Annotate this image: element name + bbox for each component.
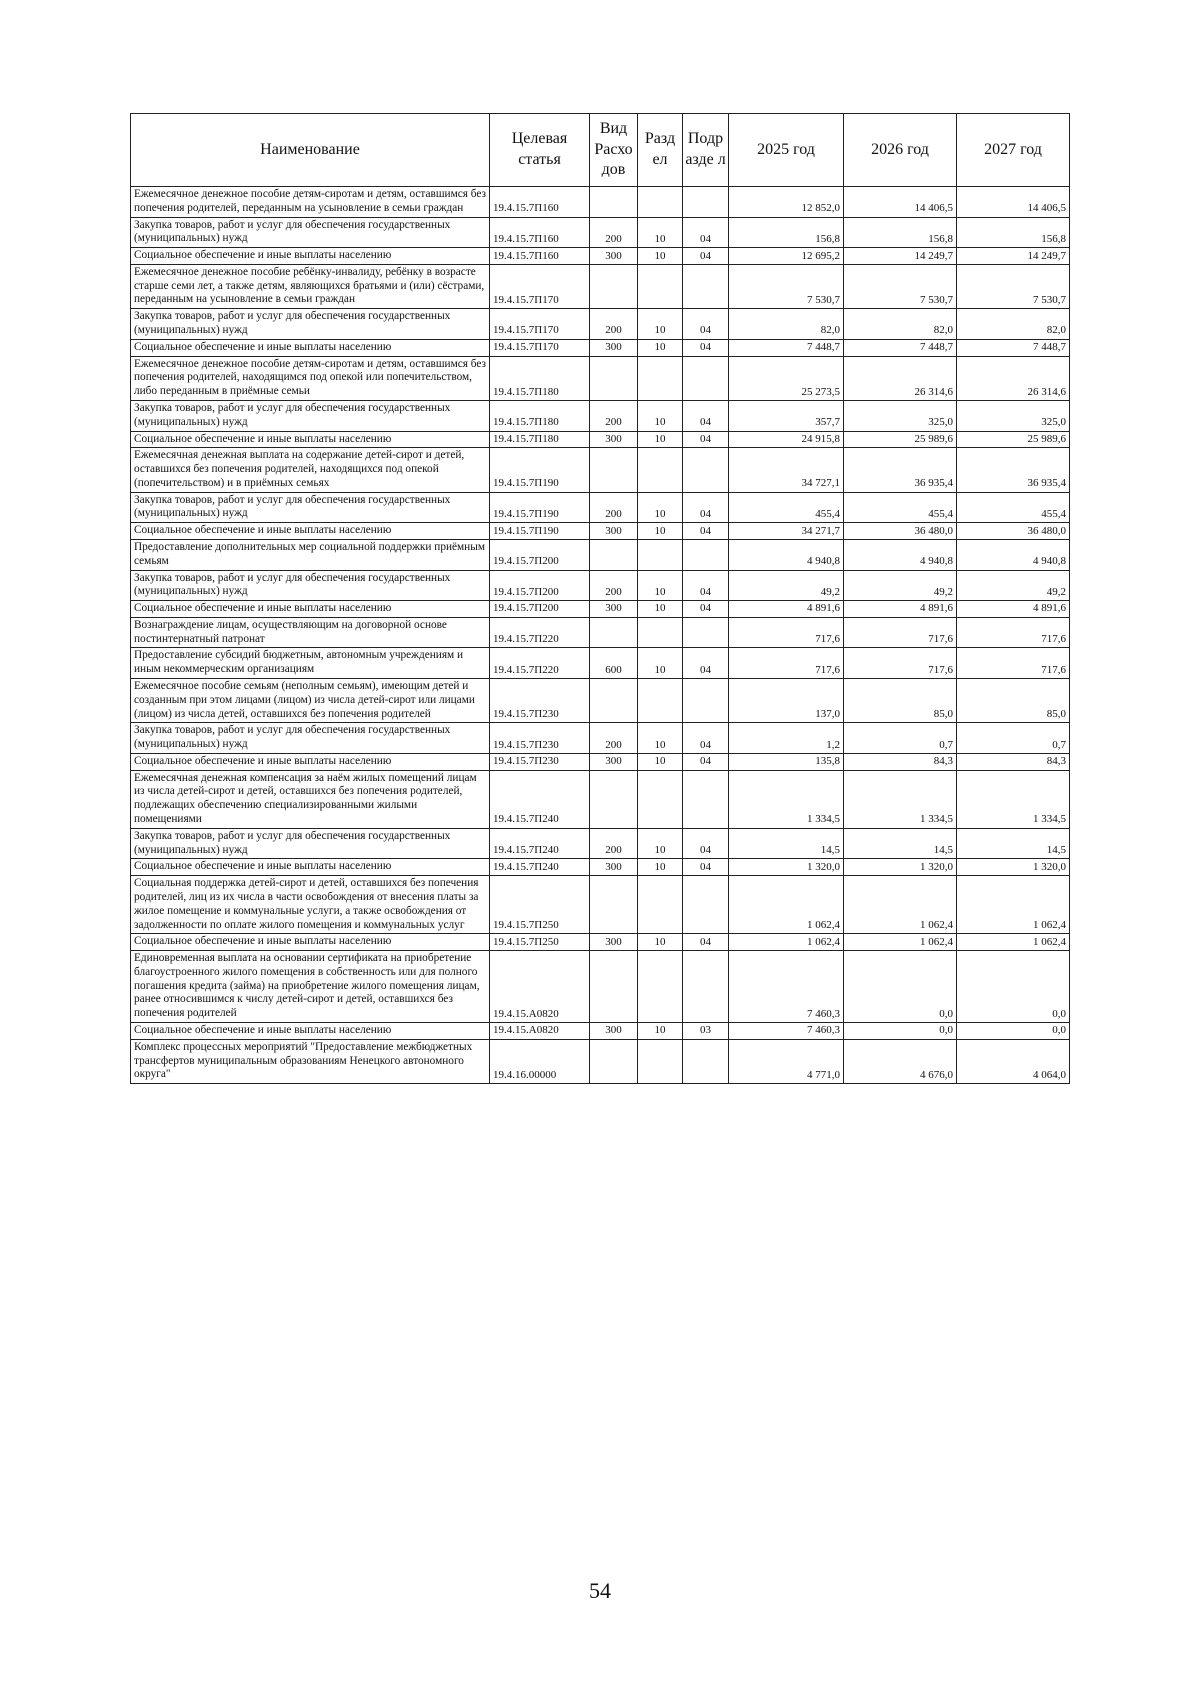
row-amount-2025: 12 695,2 (729, 248, 844, 265)
row-expense-type: 300 (590, 601, 638, 618)
row-amount-2025: 4 771,0 (729, 1039, 844, 1083)
row-expense-type: 300 (590, 753, 638, 770)
row-subsection (683, 187, 729, 218)
row-target-article: 19.4.15.7П160 (490, 217, 590, 248)
row-section (638, 356, 683, 400)
row-amount-2027: 85,0 (957, 679, 1070, 723)
row-target-article: 19.4.15.7П240 (490, 859, 590, 876)
row-expense-type: 300 (590, 523, 638, 540)
row-expense-type (590, 264, 638, 308)
row-amount-2027: 4 891,6 (957, 601, 1070, 618)
row-name: Социальное обеспечение и иные выплаты населению (131, 753, 490, 770)
row-target-article: 19.4.15.А0820 (490, 951, 590, 1023)
row-amount-2025: 14,5 (729, 828, 844, 859)
row-expense-type: 200 (590, 828, 638, 859)
row-target-article: 19.4.15.7П220 (490, 648, 590, 679)
row-expense-type: 300 (590, 248, 638, 265)
row-subsection (683, 539, 729, 570)
row-target-article: 19.4.15.7П180 (490, 431, 590, 448)
row-expense-type: 300 (590, 934, 638, 951)
table-row (131, 876, 1070, 934)
header-subsection: Подр азде л (683, 114, 729, 187)
row-amount-2026: 0,0 (844, 1022, 957, 1039)
row-subsection: 04 (683, 859, 729, 876)
row-expense-type: 200 (590, 570, 638, 601)
row-subsection (683, 951, 729, 1023)
table-row (131, 828, 1070, 859)
row-amount-2026: 325,0 (844, 400, 957, 431)
row-amount-2025: 1 062,4 (729, 876, 844, 934)
row-name: Закупка товаров, работ и услуг для обеспечения государственных (муниципальных) нужд (131, 217, 490, 248)
row-amount-2025: 135,8 (729, 753, 844, 770)
row-target-article: 19.4.15.7П230 (490, 753, 590, 770)
row-section: 10 (638, 492, 683, 523)
row-amount-2025: 7 460,3 (729, 951, 844, 1023)
row-amount-2026: 156,8 (844, 217, 957, 248)
row-section (638, 264, 683, 308)
row-name: Закупка товаров, работ и услуг для обеспечения государственных (муниципальных) нужд (131, 570, 490, 601)
row-target-article: 19.4.15.7П190 (490, 492, 590, 523)
row-amount-2026: 84,3 (844, 753, 957, 770)
header-article: Целевая статья (490, 114, 590, 187)
row-amount-2027: 14 249,7 (957, 248, 1070, 265)
row-amount-2026: 0,0 (844, 951, 957, 1023)
row-amount-2026: 26 314,6 (844, 356, 957, 400)
row-amount-2027: 49,2 (957, 570, 1070, 601)
row-expense-type (590, 617, 638, 648)
row-subsection: 04 (683, 648, 729, 679)
table-row (131, 523, 1070, 540)
row-section: 10 (638, 400, 683, 431)
row-expense-type (590, 770, 638, 828)
row-expense-type (590, 539, 638, 570)
row-section (638, 876, 683, 934)
row-name: Предоставление дополнительных мер социальной поддержки приёмным семьям (131, 539, 490, 570)
row-expense-type (590, 951, 638, 1023)
row-amount-2027: 455,4 (957, 492, 1070, 523)
row-amount-2027: 1 334,5 (957, 770, 1070, 828)
row-amount-2027: 36 480,0 (957, 523, 1070, 540)
table-row (131, 601, 1070, 618)
row-target-article: 19.4.15.7П200 (490, 601, 590, 618)
row-section (638, 770, 683, 828)
row-expense-type: 300 (590, 431, 638, 448)
table-row (131, 217, 1070, 248)
row-amount-2027: 0,7 (957, 723, 1070, 754)
row-amount-2027: 1 320,0 (957, 859, 1070, 876)
row-expense-type (590, 448, 638, 492)
row-expense-type: 200 (590, 492, 638, 523)
table-row (131, 648, 1070, 679)
row-amount-2025: 137,0 (729, 679, 844, 723)
row-amount-2025: 7 530,7 (729, 264, 844, 308)
row-name: Вознаграждение лицам, осуществляющим на договорной основе постинтернатный патронат (131, 617, 490, 648)
row-section (638, 617, 683, 648)
row-amount-2025: 12 852,0 (729, 187, 844, 218)
row-expense-type: 300 (590, 339, 638, 356)
row-section: 10 (638, 309, 683, 340)
row-subsection: 04 (683, 753, 729, 770)
row-amount-2025: 7 448,7 (729, 339, 844, 356)
budget-table (130, 113, 1070, 1084)
row-amount-2026: 36 935,4 (844, 448, 957, 492)
row-amount-2026: 1 062,4 (844, 934, 957, 951)
row-expense-type (590, 876, 638, 934)
row-target-article: 19.4.15.7П190 (490, 523, 590, 540)
row-amount-2026: 7 448,7 (844, 339, 957, 356)
row-target-article: 19.4.15.7П160 (490, 187, 590, 218)
row-name: Закупка товаров, работ и услуг для обеспечения государственных (муниципальных) нужд (131, 309, 490, 340)
row-amount-2025: 1 062,4 (729, 934, 844, 951)
row-amount-2026: 82,0 (844, 309, 957, 340)
row-amount-2027: 717,6 (957, 617, 1070, 648)
row-name: Социальное обеспечение и иные выплаты населению (131, 523, 490, 540)
row-target-article: 19.4.15.7П170 (490, 339, 590, 356)
row-section: 10 (638, 248, 683, 265)
row-expense-type: 300 (590, 1022, 638, 1039)
table-row (131, 570, 1070, 601)
table-row (131, 1022, 1070, 1039)
row-name: Ежемесячное денежное пособие ребёнку-инвалиду, ребёнку в возрасте старше семи лет, а также детям, являющихся братьями и (или) сёстрами, переданным на усыновление в семьи граждан (131, 264, 490, 308)
row-subsection: 04 (683, 723, 729, 754)
row-section: 10 (638, 217, 683, 248)
row-section: 10 (638, 859, 683, 876)
row-amount-2026: 4 940,8 (844, 539, 957, 570)
row-name: Единовременная выплата на основании сертификата на приобретение благоустроенного жилого помещения в собственность или для полного погашения кредита (займа) на приобретение жилого помещения лицам, ранее относившимся к числу детей-сирот и детей, оставшихся без попечения родителей (131, 951, 490, 1023)
row-amount-2027: 4 064,0 (957, 1039, 1070, 1083)
row-section: 10 (638, 339, 683, 356)
row-target-article: 19.4.15.А0820 (490, 1022, 590, 1039)
row-amount-2025: 455,4 (729, 492, 844, 523)
table-row (131, 859, 1070, 876)
row-target-article: 19.4.15.7П240 (490, 828, 590, 859)
row-target-article: 19.4.15.7П250 (490, 934, 590, 951)
row-amount-2025: 82,0 (729, 309, 844, 340)
row-subsection: 04 (683, 523, 729, 540)
row-expense-type: 200 (590, 723, 638, 754)
row-name: Закупка товаров, работ и услуг для обеспечения государственных (муниципальных) нужд (131, 492, 490, 523)
table-row (131, 679, 1070, 723)
row-amount-2026: 1 320,0 (844, 859, 957, 876)
header-expense-type: Вид Расхо дов (590, 114, 638, 187)
row-name: Закупка товаров, работ и услуг для обеспечения государственных (муниципальных) нужд (131, 828, 490, 859)
row-amount-2026: 0,7 (844, 723, 957, 754)
header-2025: 2025 год (729, 114, 844, 187)
row-amount-2026: 36 480,0 (844, 523, 957, 540)
row-amount-2027: 1 062,4 (957, 876, 1070, 934)
row-section (638, 539, 683, 570)
row-amount-2026: 49,2 (844, 570, 957, 601)
row-name: Ежемесячное денежное пособие детям-сиротам и детям, оставшимся без попечения родителей, находящимся под опекой или попечительством, либо переданным в приёмные семьи (131, 356, 490, 400)
row-amount-2025: 717,6 (729, 617, 844, 648)
row-subsection: 04 (683, 309, 729, 340)
row-expense-type: 200 (590, 309, 638, 340)
table-row (131, 770, 1070, 828)
row-amount-2027: 84,3 (957, 753, 1070, 770)
table-row (131, 723, 1070, 754)
row-name: Закупка товаров, работ и услуг для обеспечения государственных (муниципальных) нужд (131, 723, 490, 754)
row-expense-type (590, 679, 638, 723)
row-section (638, 679, 683, 723)
row-amount-2025: 1 320,0 (729, 859, 844, 876)
row-amount-2027: 4 940,8 (957, 539, 1070, 570)
table-row (131, 753, 1070, 770)
row-amount-2025: 24 915,8 (729, 431, 844, 448)
row-amount-2026: 455,4 (844, 492, 957, 523)
row-amount-2027: 7 448,7 (957, 339, 1070, 356)
table-row (131, 492, 1070, 523)
row-amount-2025: 357,7 (729, 400, 844, 431)
row-section: 10 (638, 828, 683, 859)
row-amount-2026: 1 062,4 (844, 876, 957, 934)
row-amount-2027: 26 314,6 (957, 356, 1070, 400)
row-expense-type (590, 1039, 638, 1083)
row-amount-2026: 85,0 (844, 679, 957, 723)
row-amount-2025: 717,6 (729, 648, 844, 679)
row-name: Закупка товаров, работ и услуг для обеспечения государственных (муниципальных) нужд (131, 400, 490, 431)
row-expense-type (590, 187, 638, 218)
row-name: Комплекс процессных мероприятий "Предоставление межбюджетных трансфертов муниципальным образованиям Ненецкого автономного округа" (131, 1039, 490, 1083)
table-row (131, 934, 1070, 951)
row-expense-type: 300 (590, 859, 638, 876)
row-name: Предоставление субсидий бюджетным, автономным учреждениям и иным некоммерческим организациям (131, 648, 490, 679)
row-amount-2026: 14,5 (844, 828, 957, 859)
row-subsection: 04 (683, 492, 729, 523)
row-amount-2026: 1 334,5 (844, 770, 957, 828)
table-row (131, 339, 1070, 356)
table-row (131, 617, 1070, 648)
row-name: Социальная поддержка детей-сирот и детей, оставшихся без попечения родителей, лиц из их числа в части освобождения от внесения платы за жилое помещение и коммунальные услуги, а также освобождения от задолженности по оплате жилого помещения и коммунальных услуг (131, 876, 490, 934)
row-subsection (683, 448, 729, 492)
table-body (131, 187, 1070, 1084)
row-target-article: 19.4.15.7П170 (490, 309, 590, 340)
row-amount-2025: 49,2 (729, 570, 844, 601)
row-name: Социальное обеспечение и иные выплаты населению (131, 431, 490, 448)
row-section: 10 (638, 648, 683, 679)
header-section: Разд ел (638, 114, 683, 187)
row-amount-2026: 4 676,0 (844, 1039, 957, 1083)
row-section (638, 448, 683, 492)
row-target-article: 19.4.15.7П170 (490, 264, 590, 308)
row-amount-2027: 0,0 (957, 951, 1070, 1023)
table-row (131, 539, 1070, 570)
row-subsection (683, 679, 729, 723)
row-amount-2026: 25 989,6 (844, 431, 957, 448)
row-subsection (683, 876, 729, 934)
header-name: Наименование (131, 114, 490, 187)
row-target-article: 19.4.15.7П160 (490, 248, 590, 265)
row-amount-2027: 7 530,7 (957, 264, 1070, 308)
row-target-article: 19.4.15.7П230 (490, 679, 590, 723)
row-subsection (683, 617, 729, 648)
row-amount-2027: 156,8 (957, 217, 1070, 248)
row-target-article: 19.4.15.7П220 (490, 617, 590, 648)
row-amount-2027: 36 935,4 (957, 448, 1070, 492)
row-amount-2025: 1 334,5 (729, 770, 844, 828)
header-row (131, 114, 1070, 187)
row-section: 10 (638, 523, 683, 540)
row-target-article: 19.4.15.7П180 (490, 400, 590, 431)
row-subsection: 04 (683, 431, 729, 448)
row-name: Ежемесячная денежная компенсация за наём жилых помещений лицам из числа детей-сирот и детей, оставшихся без попечения родителей, подлежащих обеспечению специализированными жилыми помещениями (131, 770, 490, 828)
row-amount-2025: 7 460,3 (729, 1022, 844, 1039)
page-number: 54 (589, 1578, 611, 1603)
row-amount-2025: 156,8 (729, 217, 844, 248)
row-amount-2027: 14,5 (957, 828, 1070, 859)
row-amount-2027: 82,0 (957, 309, 1070, 340)
row-amount-2026: 14 249,7 (844, 248, 957, 265)
row-amount-2027: 717,6 (957, 648, 1070, 679)
row-section: 10 (638, 753, 683, 770)
row-amount-2026: 7 530,7 (844, 264, 957, 308)
row-amount-2025: 1,2 (729, 723, 844, 754)
row-expense-type: 600 (590, 648, 638, 679)
row-subsection: 04 (683, 570, 729, 601)
row-subsection: 04 (683, 934, 729, 951)
row-target-article: 19.4.16.00000 (490, 1039, 590, 1083)
row-subsection: 04 (683, 601, 729, 618)
row-amount-2026: 14 406,5 (844, 187, 957, 218)
table-row (131, 248, 1070, 265)
row-subsection (683, 1039, 729, 1083)
row-subsection: 04 (683, 339, 729, 356)
row-target-article: 19.4.15.7П190 (490, 448, 590, 492)
table-row (131, 951, 1070, 1023)
row-amount-2027: 25 989,6 (957, 431, 1070, 448)
row-subsection: 04 (683, 217, 729, 248)
row-target-article: 19.4.15.7П200 (490, 539, 590, 570)
row-subsection: 04 (683, 828, 729, 859)
row-name: Ежемесячная денежная выплата на содержание детей-сирот и детей, оставшихся без попечения родителей, находящихся под опекой (попечительством) и в приёмных семьях (131, 448, 490, 492)
table-row (131, 431, 1070, 448)
row-amount-2027: 325,0 (957, 400, 1070, 431)
row-target-article: 19.4.15.7П240 (490, 770, 590, 828)
header-2027: 2027 год (957, 114, 1070, 187)
row-section: 10 (638, 1022, 683, 1039)
row-subsection (683, 770, 729, 828)
row-section (638, 1039, 683, 1083)
row-name: Социальное обеспечение и иные выплаты населению (131, 1022, 490, 1039)
row-subsection: 03 (683, 1022, 729, 1039)
row-amount-2026: 717,6 (844, 648, 957, 679)
row-section: 10 (638, 570, 683, 601)
row-section (638, 951, 683, 1023)
row-target-article: 19.4.15.7П180 (490, 356, 590, 400)
table-row (131, 1039, 1070, 1083)
row-expense-type: 200 (590, 217, 638, 248)
row-name: Социальное обеспечение и иные выплаты населению (131, 248, 490, 265)
row-amount-2026: 4 891,6 (844, 601, 957, 618)
row-name: Социальное обеспечение и иные выплаты населению (131, 859, 490, 876)
row-amount-2027: 1 062,4 (957, 934, 1070, 951)
row-name: Социальное обеспечение и иные выплаты населению (131, 339, 490, 356)
table-row (131, 400, 1070, 431)
row-amount-2025: 25 273,5 (729, 356, 844, 400)
row-subsection (683, 264, 729, 308)
header-2026: 2026 год (844, 114, 957, 187)
table-row (131, 187, 1070, 218)
table-row (131, 264, 1070, 308)
row-subsection (683, 356, 729, 400)
row-name: Социальное обеспечение и иные выплаты населению (131, 934, 490, 951)
row-amount-2026: 717,6 (844, 617, 957, 648)
row-expense-type: 200 (590, 400, 638, 431)
row-amount-2025: 4 891,6 (729, 601, 844, 618)
row-section (638, 187, 683, 218)
row-section: 10 (638, 431, 683, 448)
row-subsection: 04 (683, 248, 729, 265)
row-amount-2027: 0,0 (957, 1022, 1070, 1039)
row-name: Ежемесячное денежное пособие детям-сиротам и детям, оставшимся без попечения родителей, переданным на усыновление в семьи граждан (131, 187, 490, 218)
row-amount-2025: 4 940,8 (729, 539, 844, 570)
table-row (131, 356, 1070, 400)
table-row (131, 448, 1070, 492)
row-name: Ежемесячное пособие семьям (неполным семьям), имеющим детей и созданным при этом лицами (лицом) из числа детей-сирот или лицами (лицом) из числа детей, оставшихся без попечения родителей (131, 679, 490, 723)
row-target-article: 19.4.15.7П250 (490, 876, 590, 934)
row-expense-type (590, 356, 638, 400)
row-name: Социальное обеспечение и иные выплаты населению (131, 601, 490, 618)
row-amount-2025: 34 271,7 (729, 523, 844, 540)
row-section: 10 (638, 723, 683, 754)
row-section: 10 (638, 934, 683, 951)
row-amount-2025: 34 727,1 (729, 448, 844, 492)
row-amount-2027: 14 406,5 (957, 187, 1070, 218)
row-target-article: 19.4.15.7П230 (490, 723, 590, 754)
table-row (131, 309, 1070, 340)
row-subsection: 04 (683, 400, 729, 431)
row-target-article: 19.4.15.7П200 (490, 570, 590, 601)
row-section: 10 (638, 601, 683, 618)
